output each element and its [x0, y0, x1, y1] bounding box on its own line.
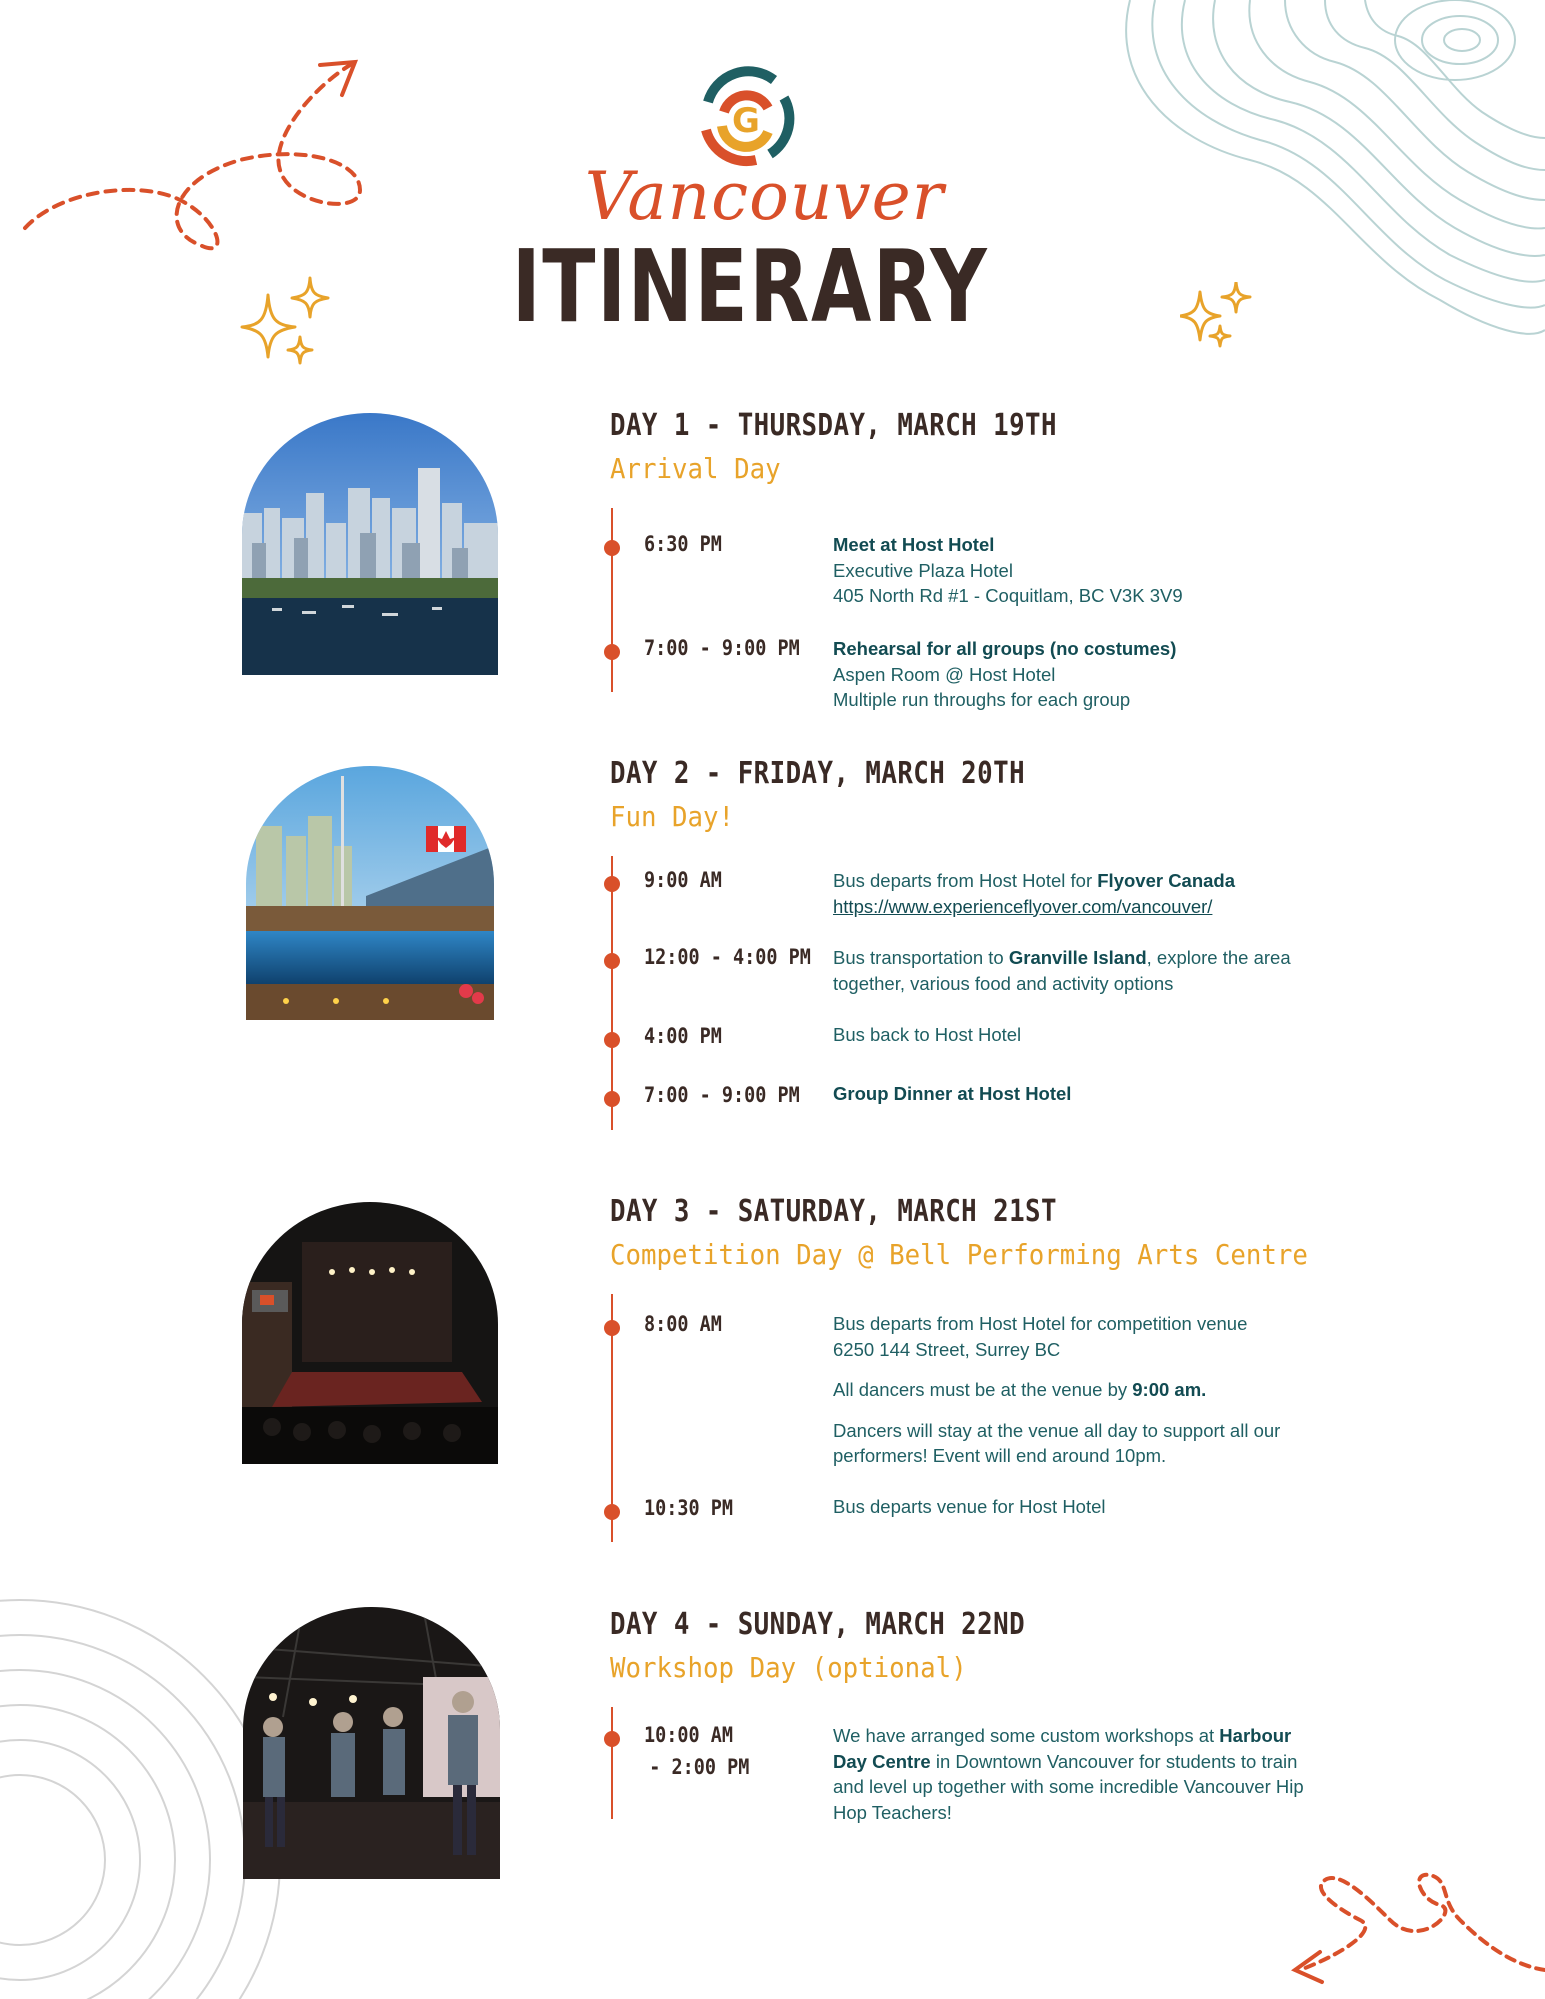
granville-island-photo: [246, 766, 494, 1020]
entry-description: [833, 1494, 1353, 1520]
entry-time: 9:00 AM: [644, 868, 722, 892]
entry-text: Bus transportation to: [833, 947, 1009, 968]
entry-time: 8:00 AM: [644, 1312, 722, 1336]
entry-line: Aspen Room @ Host Hotel: [833, 663, 1056, 685]
entry-text: Bus departs venue for Host Hotel: [833, 1496, 1106, 1517]
entry-time-end: - 2:00 PM: [649, 1755, 750, 1779]
day-subtitle: Fun Day!: [610, 800, 735, 833]
entry-paragraph: [833, 1311, 1333, 1362]
timeline-dot: [604, 876, 620, 892]
entry-description: [833, 945, 1313, 996]
timeline-dot: [604, 1731, 620, 1747]
entry-description: [833, 1723, 1323, 1825]
entry-paragraph: Dancers will stay at the venue all day to support all our performers! Event will end around 10pm.: [833, 1419, 1281, 1466]
timeline-dot: [604, 540, 620, 556]
timeline-dot: [604, 1504, 620, 1520]
entry-line: Executive Plaza Hotel: [833, 559, 1013, 581]
entry-time: 10:30 PM: [644, 1496, 734, 1520]
day-heading: DAY 3 - SATURDAY, MARCH 21ST: [610, 1194, 1057, 1229]
day-subtitle: Competition Day @ Bell Performing Arts Centre: [610, 1238, 1308, 1271]
timeline-dot: [604, 953, 620, 969]
timeline-line: [611, 1707, 613, 1819]
theatre-photo: [242, 1202, 498, 1464]
day-subtitle: Arrival Day: [610, 452, 781, 485]
entry-time-start: 10:00 AM: [644, 1723, 734, 1747]
timeline-dot: [604, 1032, 620, 1048]
day-heading: DAY 4 - SUNDAY, MARCH 22ND: [610, 1607, 1026, 1642]
entry-text: Bus departs from Host Hotel for: [833, 870, 1098, 891]
entry-description: [833, 1081, 1353, 1107]
entry-time: 7:00 - 9:00 PM: [644, 636, 800, 660]
dance-workshop-photo: [243, 1607, 500, 1879]
page-title: ITINERARY: [511, 228, 989, 345]
entry-text: 6250 144 Street, Surrey BC: [833, 1338, 1061, 1360]
entry-text: in Downtown Vancouver for students to train and level up together with some incredible Vancouver Hip Hop Teachers!: [833, 1750, 1304, 1823]
svg-text:G: G: [732, 101, 760, 141]
timeline-line: [611, 508, 613, 692]
flyover-link[interactable]: https://www.experienceflyover.com/vancouver/: [833, 895, 1213, 917]
vancouver-skyline-photo: [242, 413, 498, 675]
entry-text: All dancers must be at the venue by: [833, 1379, 1133, 1400]
entry-paragraph: [833, 1377, 1333, 1403]
entry-text: Bus departs from Host Hotel for competition venue: [833, 1313, 1248, 1334]
entry-highlight: Harbour Day Centre: [833, 1725, 1292, 1772]
timeline-dot: [604, 644, 620, 660]
day-heading: DAY 1 - THURSDAY, MARCH 19TH: [610, 408, 1057, 443]
timeline-dot: [604, 1320, 620, 1336]
entry-time: 6:30 PM: [644, 532, 722, 556]
entry-description: [833, 532, 1353, 609]
timeline-line: [611, 856, 613, 1130]
day-subtitle: Workshop Day (optional): [610, 1651, 967, 1684]
entry-highlight: Group Dinner at Host Hotel: [833, 1083, 1072, 1104]
entry-text: , explore the area together, various food and activity options: [833, 947, 1291, 994]
entry-description: [833, 636, 1353, 713]
day-heading: DAY 2 - FRIDAY, MARCH 20TH: [610, 756, 1026, 791]
timeline-dot: [604, 1091, 620, 1107]
entry-line: 405 North Rd #1 - Coquitlam, BC V3K 3V9: [833, 585, 1183, 606]
entry-text: Bus back to Host Hotel: [833, 1024, 1022, 1045]
entry-text: We have arranged some custom workshops at: [833, 1725, 1220, 1746]
entry-time: 4:00 PM: [644, 1024, 722, 1048]
entry-highlight: Flyover Canada: [1097, 870, 1236, 891]
entry-time: [644, 1719, 749, 1783]
title-script: Vancouver: [584, 158, 945, 235]
entry-line: Multiple run throughs for each group: [833, 689, 1131, 710]
entry-time: 7:00 - 9:00 PM: [644, 1083, 800, 1107]
entry-highlight: Granville Island: [1008, 947, 1147, 968]
entry-time: 12:00 - 4:00 PM: [644, 945, 811, 969]
entry-highlight: 9:00 am.: [1132, 1379, 1207, 1400]
entry-description: [833, 1022, 1353, 1048]
dashed-arrow-decoration-bottom: [1280, 1860, 1545, 1999]
entry-description: [833, 868, 1353, 919]
entry-title: Rehearsal for all groups (no costumes): [833, 638, 1177, 659]
entry-description: [833, 1311, 1333, 1484]
entry-title: Meet at Host Hotel: [833, 534, 995, 555]
